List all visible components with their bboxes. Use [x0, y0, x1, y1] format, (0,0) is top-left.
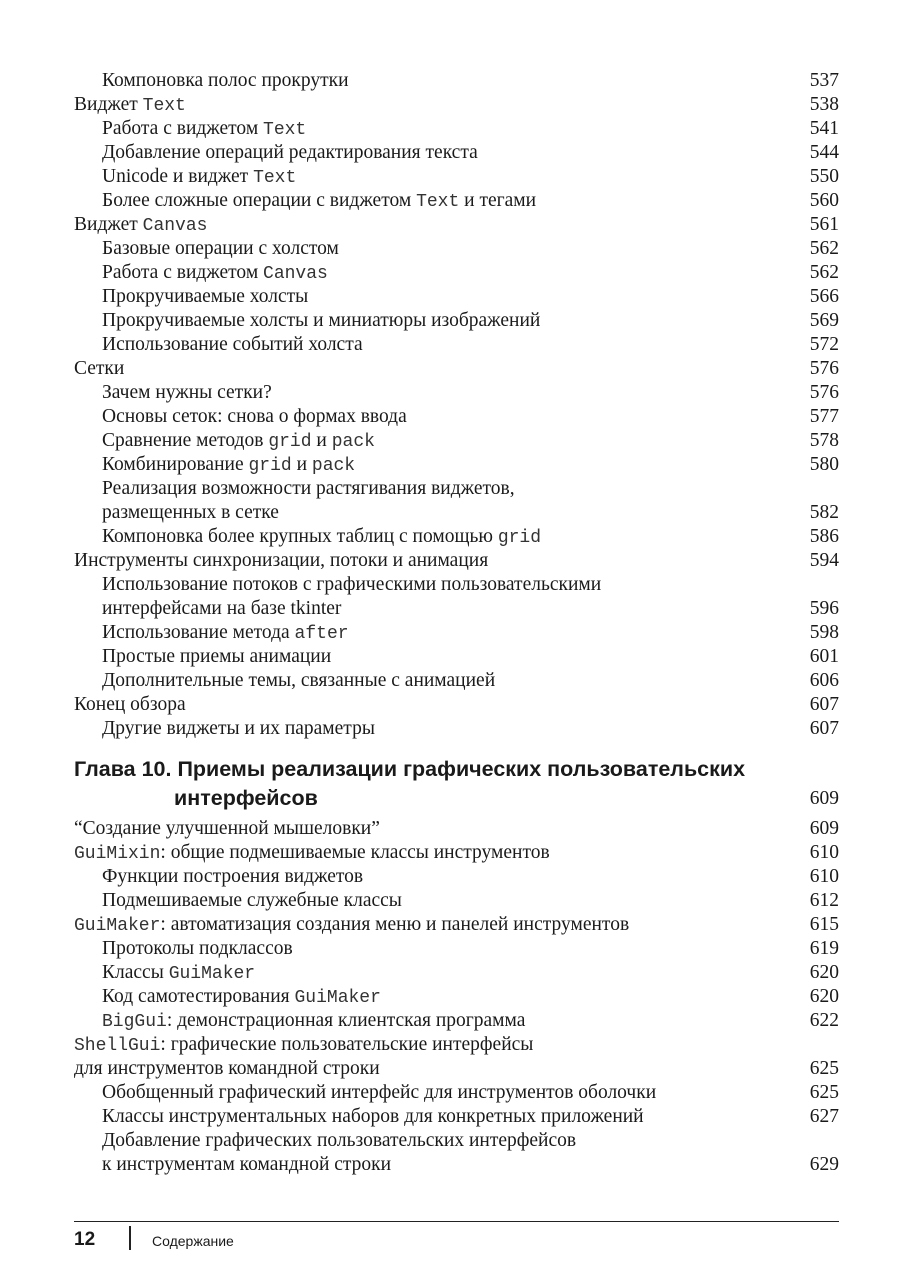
toc-page-number: 620: [809, 986, 839, 1007]
toc-entry-title: [102, 622, 349, 643]
code-term: Text: [142, 96, 186, 116]
code-term: after: [294, 624, 349, 644]
toc-entry-title: [74, 914, 629, 935]
chapter-title-line-1: Глава 10. Приемы реализации графических пользовательских: [74, 757, 746, 781]
toc-subentry[interactable]: [74, 1105, 839, 1129]
toc-page-number: 537: [809, 70, 839, 91]
title-text: Прокручиваемые холсты и миниатюры изображений: [102, 310, 541, 331]
title-text: : графические пользовательские интерфейсы: [160, 1034, 534, 1055]
code-term: Text: [253, 168, 297, 188]
footer-separator: [129, 1226, 131, 1250]
code-term: BigGui: [102, 1012, 167, 1032]
title-text: Конец обзора: [74, 694, 186, 715]
table-of-contents: [74, 69, 839, 1177]
toc-subentry[interactable]: [74, 717, 839, 741]
toc-subentry[interactable]: [74, 961, 839, 985]
code-term: GuiMaker: [74, 916, 161, 936]
toc-subentry[interactable]: [74, 261, 839, 285]
toc-page-number: 619: [809, 938, 839, 959]
title-text: Дополнительные темы, связанные с анимацией: [102, 670, 496, 691]
toc-page-number: 577: [809, 406, 839, 427]
toc-subentry[interactable]: [74, 69, 839, 93]
toc-entry-title: [102, 118, 306, 139]
toc-entry-title: [74, 214, 207, 235]
toc-entry-title: [102, 334, 363, 355]
toc-page-number: 598: [809, 622, 839, 643]
toc-page-number: 612: [809, 890, 839, 911]
title-text: Классы инструментальных наборов для конкретных приложений: [102, 1106, 644, 1127]
title-text: Использование потоков с графическими пользовательскими: [102, 574, 602, 595]
code-term: Text: [263, 120, 307, 140]
toc-entry[interactable]: [74, 1057, 839, 1081]
toc-entry-title: [102, 70, 349, 91]
toc-entry[interactable]: [74, 93, 839, 117]
toc-page-number: 594: [809, 550, 839, 571]
toc-subentry[interactable]: [74, 237, 839, 261]
toc-page-number: 576: [809, 358, 839, 379]
title-text: Компоновка полос прокрутки: [102, 70, 349, 91]
toc-subentry[interactable]: [74, 141, 839, 165]
toc-subentry[interactable]: [74, 165, 839, 189]
title-text: Компоновка более крупных таблиц с помощью: [102, 526, 498, 547]
code-term: pack: [311, 456, 356, 476]
toc-entry-title: [102, 718, 375, 739]
footer-divider: [74, 1221, 839, 1222]
title-text: к инструментам командной строки: [102, 1154, 392, 1175]
page-number: 12: [74, 1229, 96, 1250]
toc-entry-title: [102, 526, 541, 547]
toc-entry-title: [102, 598, 341, 619]
toc-entry[interactable]: [74, 213, 839, 237]
title-text: Виджет: [74, 94, 143, 115]
toc-entry-title: [74, 94, 186, 115]
toc-subentry[interactable]: [74, 1129, 839, 1153]
chapter-page-number: 609: [809, 788, 839, 809]
toc-entry-title: [74, 1034, 533, 1055]
toc-page-number: 544: [809, 142, 839, 163]
code-term: pack: [331, 432, 375, 452]
toc-subentry[interactable]: [74, 669, 839, 693]
title-text: Другие виджеты и их параметры: [102, 718, 375, 739]
toc-entry-title: [102, 574, 601, 595]
title-text: Прокручиваемые холсты: [102, 286, 309, 307]
toc-entries-after-chapter: [74, 817, 839, 1177]
toc-subentry[interactable]: [74, 1081, 839, 1105]
toc-entry-title: [102, 478, 515, 499]
title-text: Зачем нужны сетки?: [102, 382, 272, 403]
title-text: Основы сеток: снова о формах ввода: [102, 406, 407, 427]
toc-page-number: 629: [809, 1154, 839, 1175]
toc-entry-title: [102, 166, 296, 187]
title-text: Подмешиваемые служебные классы: [102, 890, 402, 911]
toc-entry-title: [74, 694, 186, 715]
code-term: grid: [268, 432, 312, 452]
title-text: и: [291, 454, 312, 475]
title-text: : общие подмешиваемые классы инструментов: [160, 842, 550, 863]
toc-entry-title: [102, 866, 363, 887]
toc-subentry[interactable]: [74, 525, 839, 549]
toc-page-number: 596: [809, 598, 839, 619]
title-text: Добавление операций редактирования текста: [102, 142, 478, 163]
toc-page-number: 606: [809, 670, 839, 691]
title-text: Unicode и виджет: [102, 166, 254, 187]
toc-entry-title: [102, 502, 279, 523]
title-text: Простые приемы анимации: [102, 646, 332, 667]
toc-subentry[interactable]: [74, 597, 839, 621]
toc-page-number: 538: [809, 94, 839, 115]
title-text: и: [311, 430, 332, 451]
title-text: Реализация возможности растягивания виджетов,: [102, 478, 515, 499]
code-term: ShellGui: [74, 1036, 161, 1056]
toc-page-number: 601: [809, 646, 839, 667]
toc-page-number: 610: [809, 842, 839, 863]
toc-entry[interactable]: [74, 1033, 839, 1057]
toc-subentry[interactable]: [74, 381, 839, 405]
toc-subentry[interactable]: [74, 621, 839, 645]
toc-subentry[interactable]: [74, 309, 839, 333]
toc-entry-title: [102, 1106, 644, 1127]
toc-entry-title: [74, 1058, 380, 1079]
title-text: интерфейсами на базе tkinter: [102, 598, 342, 619]
running-section-title: Содержание: [152, 1233, 234, 1249]
toc-page-number: 578: [809, 430, 839, 451]
toc-page-number: 607: [809, 694, 839, 715]
toc-entry-title: [102, 1154, 391, 1175]
toc-entry-title: [102, 238, 339, 259]
toc-subentry[interactable]: [74, 333, 839, 357]
toc-subentry[interactable]: [74, 429, 839, 453]
toc-page-number: 566: [809, 286, 839, 307]
toc-page-number: 562: [809, 262, 839, 283]
toc-entry-title: [74, 358, 124, 379]
toc-entry-title: [102, 382, 272, 403]
toc-entry[interactable]: [74, 693, 839, 717]
code-term: Text: [416, 192, 460, 212]
toc-entry[interactable]: [74, 817, 839, 841]
code-term: GuiMaker: [294, 988, 381, 1008]
toc-entry-title: [102, 1130, 576, 1151]
title-text: Обобщенный графический интерфейс для инструментов оболочки: [102, 1082, 657, 1103]
toc-subentry[interactable]: [74, 453, 839, 477]
toc-page-number: 572: [809, 334, 839, 355]
toc-subentry[interactable]: [74, 1009, 839, 1033]
toc-page-number: 610: [809, 866, 839, 887]
code-term: grid: [497, 528, 542, 548]
toc-subentry[interactable]: [74, 985, 839, 1009]
title-text: Функции построения виджетов: [102, 866, 364, 887]
toc-page-number: 586: [809, 526, 839, 547]
title-text: Сравнение методов: [102, 430, 269, 451]
toc-entry-title: [102, 1010, 525, 1031]
toc-page-number: 580: [809, 454, 839, 475]
toc-entry-title: [74, 842, 550, 863]
toc-entry[interactable]: [74, 357, 839, 381]
title-text: Код самотестирования: [102, 986, 295, 1007]
toc-page-number: 569: [809, 310, 839, 331]
title-text: Комбинирование: [102, 454, 249, 475]
title-text: : автоматизация создания меню и панелей инструментов: [160, 914, 630, 935]
title-text: “Создание улучшенной мышеловки”: [74, 818, 380, 839]
code-term: Canvas: [263, 264, 328, 284]
toc-page-number: 562: [809, 238, 839, 259]
toc-entry-title: [102, 646, 331, 667]
title-text: Инструменты синхронизации, потоки и анимация: [74, 550, 489, 571]
code-term: GuiMixin: [74, 844, 161, 864]
title-text: Работа с виджетом: [102, 262, 264, 283]
toc-page-number: 550: [809, 166, 839, 187]
toc-subentry[interactable]: [74, 501, 839, 525]
toc-subentry[interactable]: [74, 645, 839, 669]
title-text: и тегами: [459, 190, 537, 211]
title-text: Базовые операции с холстом: [102, 238, 339, 259]
toc-entry-title: [102, 670, 495, 691]
toc-subentry[interactable]: [74, 405, 839, 429]
code-term: GuiMaker: [168, 964, 256, 984]
toc-entries-before-chapter: [74, 69, 839, 741]
toc-page-number: 609: [809, 818, 839, 839]
toc-entry-title: [74, 818, 380, 839]
toc-subentry[interactable]: [74, 477, 839, 501]
toc-entry-title: [102, 938, 293, 959]
title-text: размещенных в сетке: [102, 502, 279, 523]
toc-page-number: 620: [809, 962, 839, 983]
toc-entry[interactable]: [74, 549, 839, 573]
toc-entry-title: [102, 986, 381, 1007]
toc-page-number: 625: [809, 1058, 839, 1079]
toc-subentry[interactable]: [74, 573, 839, 597]
toc-entry-title: [102, 190, 536, 211]
toc-entry-title: [102, 286, 308, 307]
toc-page-number: 561: [809, 214, 839, 235]
toc-entry[interactable]: [74, 841, 839, 865]
title-text: : демонстрационная клиентская программа: [166, 1010, 526, 1031]
toc-subentry[interactable]: [74, 865, 839, 889]
toc-page-number: 625: [809, 1082, 839, 1103]
toc-page-number: 541: [809, 118, 839, 139]
toc-page-number: 622: [809, 1010, 839, 1031]
toc-entry-title: [102, 430, 375, 451]
title-text: Работа с виджетом: [102, 118, 264, 139]
chapter-heading[interactable]: [74, 755, 839, 813]
toc-page-number: 607: [809, 718, 839, 739]
toc-page-number: 560: [809, 190, 839, 211]
title-text: Сетки: [74, 358, 125, 379]
title-text: Виджет: [74, 214, 143, 235]
toc-subentry[interactable]: [74, 285, 839, 309]
title-text: Добавление графических пользовательских интерфейсов: [102, 1130, 577, 1151]
toc-entry[interactable]: [74, 913, 839, 937]
toc-entry-title: [102, 406, 407, 427]
toc-entry-title: [74, 550, 488, 571]
code-term: Canvas: [142, 216, 208, 236]
toc-entry-title: [102, 310, 540, 331]
title-text: Классы: [102, 962, 169, 983]
toc-subentry[interactable]: [74, 937, 839, 961]
title-text: для инструментов командной строки: [74, 1058, 380, 1079]
title-text: Более сложные операции с виджетом: [102, 190, 417, 211]
toc-page-number: 627: [809, 1106, 839, 1127]
toc-entry-title: [102, 890, 402, 911]
title-text: Использование метода: [102, 622, 295, 643]
toc-entry-title: [102, 454, 355, 475]
toc-page-number: 615: [809, 914, 839, 935]
toc-entry-title: [102, 1082, 656, 1103]
title-text: Использование событий холста: [102, 334, 363, 355]
toc-subentry[interactable]: [74, 117, 839, 141]
toc-entry-title: [102, 262, 328, 283]
toc-page-number: 576: [809, 382, 839, 403]
toc-subentry[interactable]: [74, 189, 839, 213]
chapter-title-line-2: интерфейсов: [174, 786, 318, 810]
toc-subentry[interactable]: [74, 889, 839, 913]
toc-page-number: 582: [809, 502, 839, 523]
toc-entry-title: [102, 962, 255, 983]
code-term: grid: [248, 456, 292, 476]
toc-entry-title: [102, 142, 478, 163]
toc-subentry[interactable]: [74, 1153, 839, 1177]
title-text: Протоколы подклассов: [102, 938, 293, 959]
